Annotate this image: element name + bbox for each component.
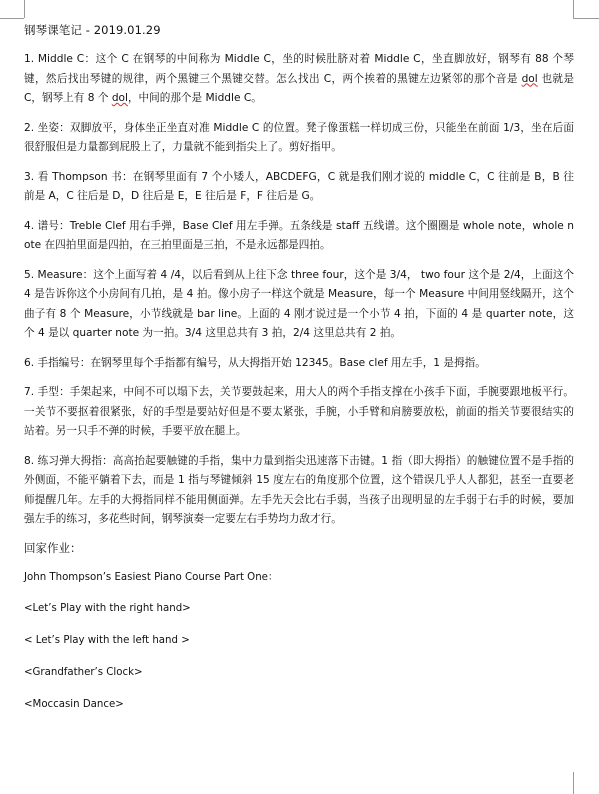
crop-mark-top-left-vertical [24,0,25,18]
homework-song: < Let’s Play with the left hand > [24,634,190,646]
paragraph-text: ，中间的那个是 Middle C。 [127,92,262,104]
paragraph-finger-numbers: 6. 手指编号：在钢琴里每个手指都有编号，从大拇指开始 12345。Base clef 用左手，1 是拇指。 [24,356,486,369]
paragraph-thumb-practice: 8. 练习弹大拇指：高高抬起要触键的手指，集中力量到指尖迅速落下击键。1 指（即大拇指）的触键位置不是手指的外侧面，不能平躺着下去，而是 1 指与琴键倾斜 15 度左右的角度那个位置，这个错误几乎人人都犯，甚至一直要老师提醒几年。左手的大拇指同样不能用侧面弹。左手先天会比右手弱，当孩子出现明显的左手弱于右手的时候，要加强左手的练习，多花些时间，钢琴演奏一定要左右手势均力敌才行。 [24,454,574,525]
paragraph-middle-c [24,50,574,109]
paragraph-posture: 2. 坐姿：双脚放平，身体坐正坐直对准 Middle C 的位置。凳子像蛋糕一样切成三份，只能坐在前面 1/3，坐在后面很舒服但是力量都到屁股上了，力量就不能到指尖上了。剪好指甲。 [24,121,574,153]
homework-song: <Let’s Play with the right hand> [24,602,191,614]
document-page [24,20,574,727]
crop-mark-bottom-right-vertical [573,772,574,794]
homework-song: <Moccasin Dance> [24,698,124,710]
paragraph-text: 也就是 C，钢琴上有 8 个 [24,72,574,104]
homework-book-title: John Thompson’s Easiest Piano Course Part One： [24,571,279,583]
paragraph-clef: 4. 谱号：Treble Clef 用右手弹，Base Clef 用左手弹。五条线是 staff 五线谱。这个圈圈是 whole note，whole note 在四拍里面是四拍，在三拍里面是三拍，不是永远都是四拍。 [24,219,574,251]
crop-mark-top-right-horizontal [573,18,599,19]
homework-heading: 回家作业： [24,540,82,555]
paragraph-measure: 5. Measure：这个上面写着 4 /4，以后看到从上往下念 three four，这个是 3/4， two four 这个是 2/4，上面这个 4 是告诉你这个小房间有几拍，是 4 拍。像小房子一样这个就是 Measure，每一个 Measure 中间用竖线隔开，这个曲子有 8 个 Measure，小节线就是 bar line。上面的 4 刚才说过是一个小节 4 拍，下面的 4 是 quarter note，这个 4 是以 quarter note 为一拍。3/4 这里总共有 3 拍，2/4 这里总共有 2 拍。 [24,268,574,339]
homework-song: <Grandfather’s Clock> [24,666,143,678]
crop-mark-top-right-vertical [573,0,574,18]
paragraph-thompson-book: 3. 看 Thompson 书：在钢琴里面有 7 个小矮人，ABCDEFG，C 就是我们刚才说的 middle C，C 往前是 B，B 往前是 A，C 往后是 D，D 往后是 E，E 往后是 F，F 往后是 G。 [24,170,574,202]
document-title: 钢琴课笔记 - 2019.01.29 [24,23,161,37]
paragraph-hand-shape: 7. 手型：手架起来，中间不可以塌下去，关节要鼓起来，用大人的两个手指支撑在小孩手下面，手腕要跟地板平行。一关节不要抠着很紧张，好的手型是要站好但是不要太紧张，手腕，小手臂和肩膀要放松，前面的指关节要很结实的站着。另一只手不弹的时候，手要平放在腿上。 [24,386,574,437]
crop-mark-top-left-horizontal [0,18,24,19]
misspelled-word[interactable]: dol [111,92,128,104]
paragraph-text: 1. Middle C：这个 C 在钢琴的中间称为 Middle C，坐的时候肚脐对着 Middle C，坐直脚放好，钢琴有 88 个琴键，然后找出琴键的规律，两个黑键三个黑键交替。怎么找出 C，两个挨着的黑键左边紧邻的那个音是 [24,53,574,85]
misspelled-word[interactable]: dol [521,72,538,85]
